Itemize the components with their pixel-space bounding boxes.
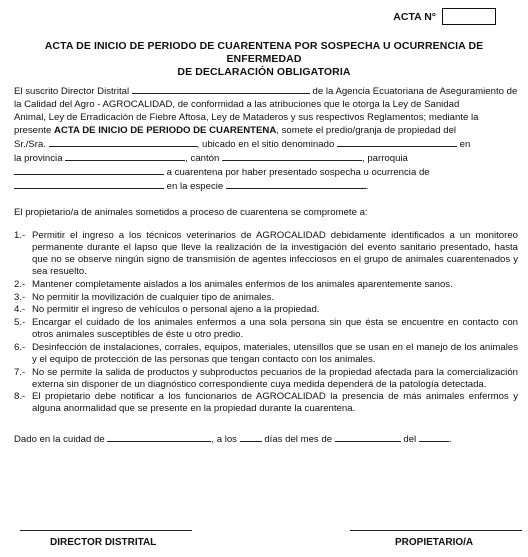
item-number: 8.- — [14, 391, 26, 403]
item-number: 7.- — [14, 366, 26, 378]
intro-row-1 — [14, 84, 518, 98]
list-item — [14, 317, 518, 341]
date-place-line — [14, 432, 518, 446]
city-blank[interactable] — [107, 432, 211, 442]
acta-emphasis: ACTA DE INICIO DE PERIODO DE CUARENTENA — [54, 125, 277, 136]
item-number: 1.- — [14, 230, 26, 241]
period-text: . — [365, 181, 369, 192]
acta-number-header — [393, 8, 496, 25]
owner-name-blank[interactable] — [49, 137, 197, 147]
province-blank[interactable] — [65, 151, 185, 161]
year-blank[interactable] — [419, 432, 449, 442]
commitment-intro: El propietario/a de animales sometidos a proceso de cuarentena se compromete a: — [14, 207, 368, 218]
parish-blank[interactable] — [14, 165, 164, 175]
intro-text: El suscrito Director Distrital — [14, 86, 130, 97]
species-blank[interactable] — [226, 179, 366, 189]
list-item — [14, 342, 518, 366]
item-text: Permitir el ingreso a los técnicos veterinarios de AGROCALIDAD debidamente identificados a un monitoreo permanente durante el lapso que lleve la realización de la investigación del evento sanitario presentado, hasta que no se observe ningún signo de transmisión de agentes infecciosos en el grupo de animales cuarentenados y sea resuelto. — [32, 230, 518, 278]
acta-number-label: ACTA N° — [393, 10, 436, 23]
intro-text: Sr./Sra. — [14, 139, 46, 150]
intro-text: , somete el predio/granja de propiedad del — [276, 125, 457, 136]
list-item — [14, 292, 518, 304]
disease-blank[interactable] — [14, 179, 164, 189]
title-line-2: DE DECLARACIÓN OBLIGATORIA — [177, 66, 351, 78]
list-item — [14, 279, 518, 291]
intro-row-7 — [14, 165, 518, 179]
item-number: 3.- — [14, 291, 26, 303]
owner-signature-label: PROPIETARIO/A — [395, 537, 474, 548]
intro-text: de la Agencia Ecuatoriana de Aseguramiento de — [312, 86, 518, 97]
intro-row-6 — [14, 151, 518, 165]
director-signature-line[interactable] — [20, 530, 192, 531]
list-item — [14, 230, 518, 278]
title-line-1: ACTA DE INICIO DE PERIODO DE CUARENTENA POR SOSPECHA U OCURRENCIA DE ENFERMEDAD — [44, 40, 484, 65]
date-text: Dado en la cuidad de — [14, 434, 105, 445]
intro-text: en — [459, 139, 471, 150]
item-text: Mantener completamente aislados a los animales enfermos de los animales aparentemente sanos. — [32, 278, 453, 290]
director-signature-label: DIRECTOR DISTRITAL — [50, 537, 157, 548]
intro-row-8 — [14, 179, 518, 193]
date-text: , a los — [211, 434, 237, 445]
intro-paragraph — [14, 84, 518, 193]
site-name-blank[interactable] — [337, 137, 457, 147]
item-number: 5.- — [14, 317, 26, 329]
month-blank[interactable] — [335, 432, 401, 442]
item-number: 4.- — [14, 304, 26, 316]
acta-number-field[interactable] — [442, 8, 496, 25]
item-number: 6.- — [14, 341, 26, 353]
intro-row-5 — [14, 137, 518, 151]
item-text: El propietario debe notificar a los funcionarios de AGROCALIDAD la presencia de más animales enfermos y alguna anormalidad que se presente en la propiedad durante la cuarentena. — [32, 391, 518, 415]
intro-text: , parroquia — [362, 153, 408, 164]
date-text: días del mes de — [264, 434, 333, 445]
intro-text: , cantón — [185, 153, 220, 164]
intro-row-2: la Calidad del Agro - AGROCALIDAD, de conformidad a las atribuciones que le otorga la Ley de Sanidad — [14, 99, 460, 110]
list-item — [14, 304, 518, 316]
list-item — [14, 391, 518, 415]
intro-text: , ubicado en el sitio denominado — [196, 139, 335, 150]
item-number: 2.- — [14, 278, 26, 290]
item-text: No permitir el ingreso de vehículos o personal ajeno a la propiedad. — [32, 304, 320, 316]
canton-blank[interactable] — [222, 151, 362, 161]
item-text: Encargar el cuidado de los animales enfermos a una sola persona sin que ésta se encuentre en contacto con otros animales susceptibles de éste u otro predio. — [32, 317, 518, 341]
item-text: No se permite la salida de productos y subproductos pecuarios de la propiedad afectada para la comercialización externa sin disponer de un diagnóstico correspondiente cuya medida dependerá de la patología detectada. — [32, 366, 518, 390]
intro-text: en la especie — [166, 181, 224, 192]
day-blank[interactable] — [240, 432, 262, 442]
date-text: del — [403, 434, 417, 445]
document-title — [10, 40, 518, 79]
commitment-list — [14, 230, 518, 416]
item-text: Desinfección de instalaciones, corrales, equipos, materiales, utensillos que se usan en el manejo de los animales y el equipo de protección de las personas que tengan contacto con los animales. — [32, 341, 518, 365]
director-name-blank[interactable] — [132, 84, 310, 94]
intro-row-3: Animal, Ley de Erradicación de Fiebre Aftosa, Ley de Mataderos y sus respectivos Reglamentos; mediante la — [14, 112, 479, 123]
intro-text: presente — [14, 125, 52, 136]
intro-text: la provincia — [14, 153, 63, 164]
date-text: . — [448, 434, 452, 445]
list-item — [14, 367, 518, 391]
owner-signature-line[interactable] — [350, 530, 522, 531]
intro-text: a cuarentena por haber presentado sospecha u ocurrencia de — [166, 167, 430, 178]
item-text: No permitir la movilización de cualquier tipo de animales. — [32, 291, 275, 303]
intro-row-4 — [14, 124, 518, 137]
